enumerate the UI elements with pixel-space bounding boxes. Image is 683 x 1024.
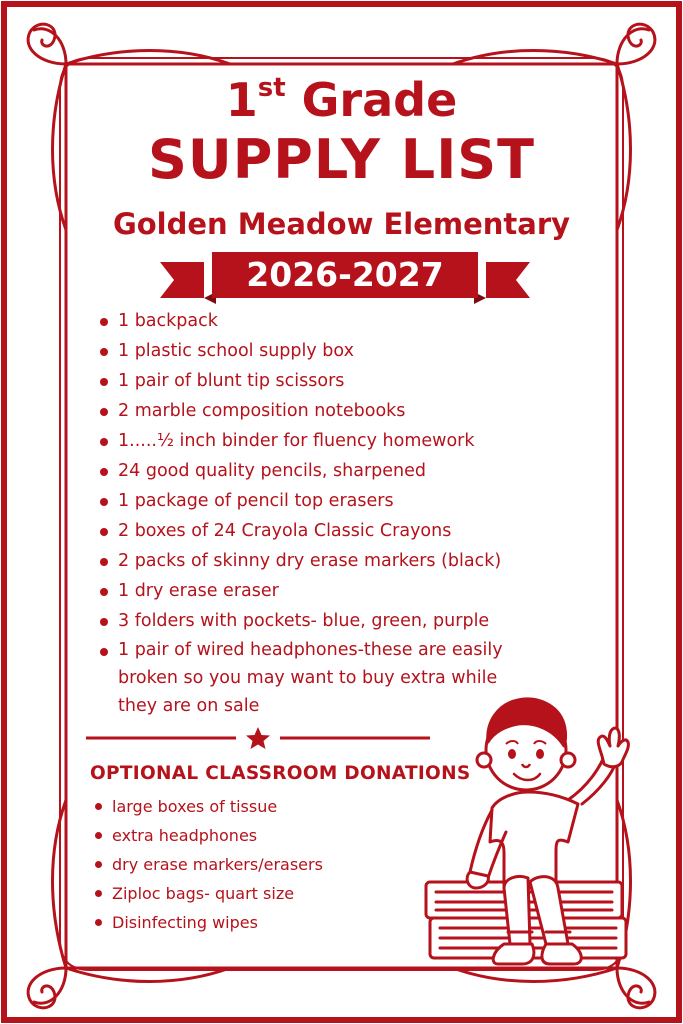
optional-heading: OPTIONAL CLASSROOM DONATIONS xyxy=(90,763,471,784)
list-item: Disinfecting wipes xyxy=(92,908,422,937)
bullet-icon xyxy=(100,558,108,566)
list-item: 1 pair of wired headphones-these are easily broken so you may want to buy extra while they are on sale xyxy=(96,636,508,720)
list-item: 2 boxes of 24 Crayola Classic Crayons xyxy=(96,516,566,546)
bullet-icon xyxy=(100,378,108,386)
star-icon xyxy=(246,727,270,749)
supply-list xyxy=(96,306,566,720)
list-item: 1 dry erase eraser xyxy=(96,576,566,606)
bullet-icon xyxy=(100,528,108,536)
divider xyxy=(86,726,436,750)
donation-list xyxy=(92,792,422,937)
list-item: 2 marble composition notebooks xyxy=(96,396,566,426)
school-year: 2026-2027 xyxy=(246,255,444,294)
bullet-icon xyxy=(100,468,108,476)
bullet-icon xyxy=(100,408,108,416)
grade-word: Grade xyxy=(301,73,458,127)
bullet-icon xyxy=(95,803,102,810)
bullet-icon xyxy=(95,919,102,926)
list-item: 2 packs of skinny dry erase markers (black) xyxy=(96,546,566,576)
grade-suffix: st xyxy=(257,73,286,103)
bullet-icon xyxy=(95,890,102,897)
bullet-icon xyxy=(100,648,108,656)
page-title: SUPPLY LIST xyxy=(147,128,536,191)
grade-title xyxy=(0,58,683,130)
bullet-icon xyxy=(95,861,102,868)
list-item: Ziploc bags- quart size xyxy=(92,879,422,908)
child-on-books-illustration xyxy=(418,682,638,982)
list-item: 1.....½ inch binder for fluency homework xyxy=(96,426,566,456)
list-item: 1 plastic school supply box xyxy=(96,336,566,366)
bullet-icon xyxy=(100,318,108,326)
bullet-icon xyxy=(100,588,108,596)
list-item: large boxes of tissue xyxy=(92,792,422,821)
list-item: dry erase markers/erasers xyxy=(92,850,422,879)
bullet-icon xyxy=(100,348,108,356)
school-name: Golden Meadow Elementary xyxy=(112,207,571,241)
list-item: 24 good quality pencils, sharpened xyxy=(96,456,566,486)
grade-number: 1 xyxy=(225,73,258,127)
list-item: 1 package of pencil top erasers xyxy=(96,486,566,516)
list-item: 1 pair of blunt tip scissors xyxy=(96,366,566,396)
list-item: extra headphones xyxy=(92,821,422,850)
bullet-icon xyxy=(100,618,108,626)
list-item: 1 backpack xyxy=(96,306,566,336)
bullet-icon xyxy=(100,498,108,506)
bullet-icon xyxy=(100,438,108,446)
bullet-icon xyxy=(95,832,102,839)
list-item: 3 folders with pockets- blue, green, purple xyxy=(96,606,566,636)
